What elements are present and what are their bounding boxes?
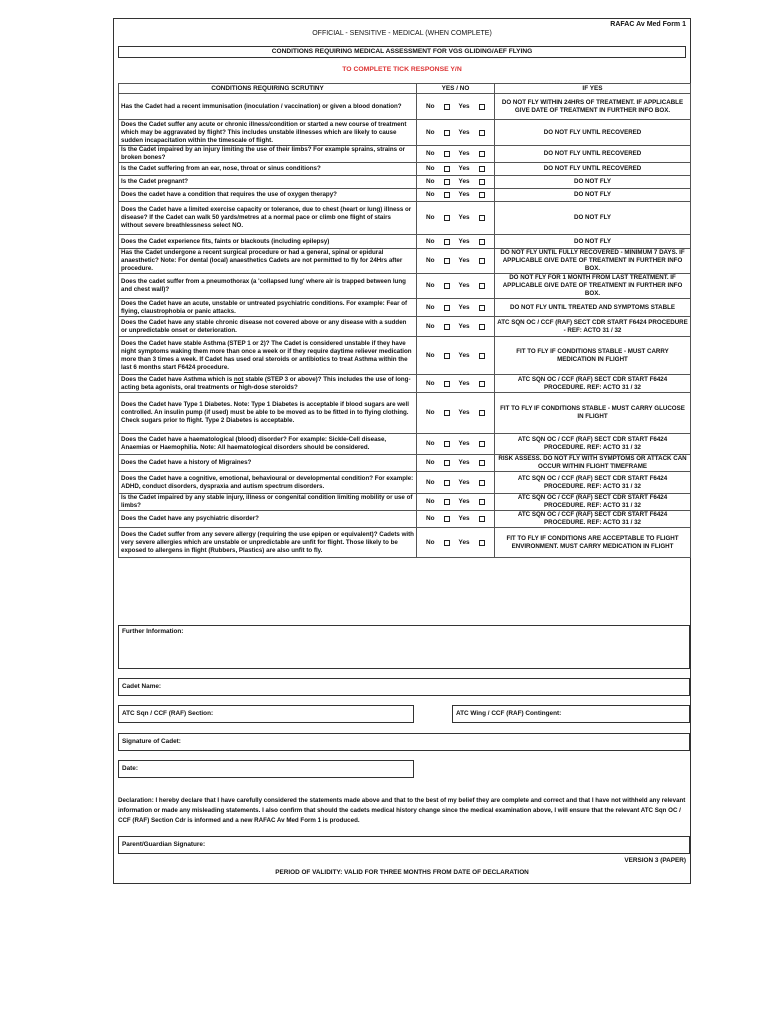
no-checkbox[interactable]	[444, 516, 450, 522]
yes-checkbox[interactable]	[479, 353, 485, 359]
yes-no-cell	[417, 434, 495, 455]
question-emphasis: not	[233, 375, 244, 383]
condition-question: Is the Cadet impaired by any stable injury, illness or congenital condition limiting mobility or use of limbs?	[119, 494, 417, 511]
yes-no-cell	[417, 299, 495, 317]
table-row	[119, 299, 691, 317]
validity-text: PERIOD OF VALIDITY: VALID FOR THREE MONTHS FROM DATE OF DECLARATION	[275, 869, 529, 876]
if-yes-action: ATC SQN OC / CCF (RAF) SECT CDR START F6424 PROCEDURE. REF: ACTO 31 / 32	[495, 375, 691, 393]
table-row	[119, 163, 691, 176]
yes-no-cell	[417, 317, 495, 337]
table-row	[119, 146, 691, 163]
if-yes-action: ATC SQN OC / CCF (RAF) SECT CDR START F6424 PROCEDURE - REF: ACTO 31 / 32	[495, 317, 691, 337]
yes-label: Yes	[458, 150, 470, 157]
table-row	[119, 472, 691, 494]
yes-no-cell	[417, 528, 495, 558]
no-checkbox[interactable]	[444, 151, 450, 157]
yes-checkbox[interactable]	[479, 239, 485, 245]
no-checkbox[interactable]	[444, 239, 450, 245]
yes-label: Yes	[458, 102, 470, 110]
yes-no-group	[417, 352, 494, 360]
further-info-label: Further Information:	[122, 628, 184, 635]
table-row	[119, 120, 691, 146]
yes-no-group	[417, 380, 494, 388]
if-yes-action: DO NOT FLY UNTIL RECOVERED	[495, 146, 691, 163]
yes-no-group	[417, 459, 494, 467]
yes-label: Yes	[458, 257, 470, 264]
no-label: No	[426, 440, 435, 447]
version-label: VERSION 3 (PAPER)	[624, 857, 686, 864]
yes-checkbox[interactable]	[479, 480, 485, 486]
table-row	[119, 494, 691, 511]
no-checkbox[interactable]	[444, 381, 450, 387]
yes-label: Yes	[458, 409, 470, 416]
no-checkbox[interactable]	[444, 480, 450, 486]
cadet-name-field[interactable]	[118, 678, 690, 696]
table-row	[119, 317, 691, 337]
yes-label: Yes	[458, 165, 470, 172]
cadet-signature-label: Signature of Cadet:	[122, 738, 181, 745]
yes-label: Yes	[458, 128, 470, 136]
form-number: RAFAC Av Med Form 1	[610, 21, 686, 28]
yes-checkbox[interactable]	[479, 460, 485, 466]
yes-no-group	[417, 409, 494, 417]
cadet-signature-field[interactable]	[118, 733, 690, 751]
if-yes-action: FIT TO FLY IF CONDITIONS STABLE - MUST CARRY MEDICATION IN FLIGHT	[495, 337, 691, 375]
table-row	[119, 393, 691, 434]
yes-no-cell	[417, 337, 495, 375]
no-checkbox[interactable]	[444, 410, 450, 416]
parent-signature-field[interactable]	[118, 836, 690, 854]
yes-checkbox[interactable]	[479, 305, 485, 311]
table-row	[119, 511, 691, 528]
condition-question: Does the Cadet have any psychiatric disorder?	[119, 511, 417, 528]
condition-question: Does the Cadet have any stable chronic disease not covered above or any disease with a sudden or unpredictable onset or deterioration.	[119, 317, 417, 337]
yes-no-group	[417, 165, 494, 173]
yes-checkbox[interactable]	[479, 192, 485, 198]
if-yes-action: ATC SQN OC / CCF (RAF) SECT CDR START F6424 PROCEDURE. REF: ACTO 31 / 32	[495, 511, 691, 528]
no-label: No	[426, 178, 435, 185]
condition-question: Does the Cadet suffer from any severe allergy (requiring the use epipen or equivalent)? Cadets with very severe allergies which are unstable or unpredictable are unfit for flight. Those likely to be exposed to allergens in flight (Rubbers, Plastics) are also unfit to fly.	[119, 528, 417, 558]
condition-question: Is the Cadet pregnant?	[119, 176, 417, 189]
condition-question: Is the Cadet impaired by an injury limiting the use of their limbs? For example sprains, strains or broken bones?	[119, 146, 417, 163]
no-checkbox[interactable]	[444, 499, 450, 505]
no-label: No	[426, 165, 435, 172]
yes-no-cell	[417, 375, 495, 393]
no-label: No	[426, 379, 435, 387]
no-checkbox[interactable]	[444, 179, 450, 185]
no-checkbox[interactable]	[444, 540, 450, 546]
conditions-table	[118, 83, 691, 558]
no-label: No	[426, 351, 435, 359]
table-row	[119, 528, 691, 558]
yes-no-group	[417, 323, 494, 331]
no-label: No	[426, 102, 435, 110]
if-yes-action: ATC SQN OC / CCF (RAF) SECT CDR START F6424 PROCEDURE. REF: ACTO 31 / 32	[495, 434, 691, 455]
no-label: No	[426, 257, 435, 264]
yes-no-cell	[417, 249, 495, 274]
if-yes-action: DO NOT FLY WITHIN 24HRS OF TREATMENT. IF APPLICABLE GIVE DATE OF TREATMENT IN FURTHER INFO BOX.	[495, 94, 691, 120]
header-if-yes: IF YES	[495, 84, 691, 94]
table-row	[119, 202, 691, 235]
table-row	[119, 189, 691, 202]
condition-question: Does the Cadet have Type 1 Diabetes. Note: Type 1 Diabetes is acceptable if blood sugars are well controlled. An insulin pump (if used) must be able to be moved as to be fitted in to flying clothing. Check sugars prior to flight. Type 2 Diabetes is acceptable.	[119, 393, 417, 434]
yes-checkbox[interactable]	[479, 104, 485, 110]
yes-no-cell	[417, 176, 495, 189]
yes-no-group	[417, 282, 494, 290]
yes-no-group	[417, 539, 494, 547]
yes-checkbox[interactable]	[479, 179, 485, 185]
if-yes-action: DO NOT FLY UNTIL FULLY RECOVERED - MINIMUM 7 DAYS. IF APPLICABLE GIVE DATE OF TREATMENT IN FURTHER INFO BOX.	[495, 249, 691, 274]
date-field[interactable]	[118, 760, 414, 778]
no-label: No	[426, 282, 435, 289]
yes-label: Yes	[458, 515, 470, 522]
date-label: Date:	[122, 765, 138, 772]
yes-label: Yes	[458, 440, 470, 447]
condition-question	[119, 375, 417, 393]
form-page	[113, 18, 691, 884]
if-yes-action: DO NOT FLY	[495, 176, 691, 189]
if-yes-action: ATC SQN OC / CCF (RAF) SECT CDR START F6424 PROCEDURE. REF: ACTO 31 / 32	[495, 494, 691, 511]
if-yes-action: RISK ASSESS. DO NOT FLY WITH SYMPTOMS OR ATTACK CAN OCCUR WITHIN FLIGHT TIMEFRAME	[495, 455, 691, 472]
yes-no-group	[417, 178, 494, 186]
no-label: No	[426, 478, 435, 486]
yes-no-group	[417, 238, 494, 246]
yes-checkbox[interactable]	[479, 381, 485, 387]
yes-checkbox[interactable]	[479, 215, 485, 221]
yes-checkbox[interactable]	[479, 151, 485, 157]
further-info-box[interactable]	[118, 625, 690, 669]
yes-label: Yes	[458, 538, 470, 546]
no-label: No	[426, 303, 435, 311]
yes-no-cell	[417, 393, 495, 434]
yes-label: Yes	[458, 498, 470, 505]
yes-no-group	[417, 304, 494, 312]
yes-no-group	[417, 150, 494, 158]
yes-checkbox[interactable]	[479, 283, 485, 289]
no-label: No	[426, 459, 435, 466]
if-yes-action: FIT TO FLY IF CONDITIONS ARE ACCEPTABLE TO FLIGHT ENVIRONMENT. MUST CARRY MEDICATION IN FLIGHT	[495, 528, 691, 558]
table-row	[119, 274, 691, 299]
yes-checkbox[interactable]	[479, 410, 485, 416]
condition-question: Does the Cadet have a limited exercise capacity or tolerance, due to chest (heart or lung) illness or disease? If the Cadet can walk 50 yards/metres at a normal pace or climb one flight of stairs without severe breathlessness select NO.	[119, 202, 417, 235]
condition-question: Does the Cadet experience fits, faints or blackouts (including epilepsy)	[119, 235, 417, 249]
yes-no-group	[417, 214, 494, 222]
no-checkbox[interactable]	[444, 166, 450, 172]
yes-no-cell	[417, 189, 495, 202]
no-label: No	[426, 409, 435, 416]
condition-question: Does the cadet have a condition that requires the use of oxygen therapy?	[119, 189, 417, 202]
yes-no-cell	[417, 202, 495, 235]
yes-label: Yes	[458, 322, 470, 330]
no-label: No	[426, 538, 435, 546]
yes-no-group	[417, 440, 494, 448]
question-text: Does the Cadet have Asthma which is	[121, 375, 234, 383]
no-label: No	[426, 150, 435, 157]
yes-label: Yes	[458, 303, 470, 311]
no-label: No	[426, 498, 435, 505]
yes-no-group	[417, 498, 494, 506]
if-yes-action: DO NOT FLY	[495, 202, 691, 235]
yes-checkbox[interactable]	[479, 516, 485, 522]
table-row	[119, 249, 691, 274]
if-yes-action: DO NOT FLY UNTIL RECOVERED	[495, 163, 691, 176]
question-text: stable (STEP 3 or above)? This includes the use of long-acting beta agonists, oral treatments or high-dose steroids?	[121, 375, 411, 391]
no-checkbox[interactable]	[444, 283, 450, 289]
table-row	[119, 434, 691, 455]
no-label: No	[426, 237, 435, 245]
header-yes-no: YES / NO	[417, 84, 495, 94]
wing-field[interactable]	[452, 705, 690, 723]
condition-question: Does the Cadet have a cognitive, emotional, behavioural or developmental condition? For example: ADHD, conduct disorders, dyspraxia and autism spectrum disorders.	[119, 472, 417, 494]
yes-label: Yes	[458, 214, 470, 221]
table-row	[119, 337, 691, 375]
yes-no-cell	[417, 120, 495, 146]
header-conditions: CONDITIONS REQUIRING SCRUTINY	[119, 84, 417, 94]
yes-no-cell	[417, 163, 495, 176]
yes-checkbox[interactable]	[479, 324, 485, 330]
condition-question: Has the Cadet had a recent immunisation (inoculation / vaccination) or given a blood donation?	[119, 94, 417, 120]
if-yes-action: FIT TO FLY IF CONDITIONS STABLE - MUST CARRY GLUCOSE IN FLIGHT	[495, 393, 691, 434]
if-yes-action: DO NOT FLY	[495, 189, 691, 202]
no-checkbox[interactable]	[444, 441, 450, 447]
table-row	[119, 235, 691, 249]
declaration-text: Declaration: I hereby declare that I have carefully considered the statements made above and that to the best of my belief they are complete and correct and that I have not withheld any relevant information or made any misleading statements. I also confirm that should the cadets medical history change since the medical examination above, I will ensure that the relevant ATC Sqn OC / CCF (RAF) Section Cdr is informed and a new RAFAC Av Med Form 1 is produced.	[118, 797, 686, 824]
no-checkbox[interactable]	[444, 104, 450, 110]
yes-no-cell	[417, 146, 495, 163]
if-yes-action: DO NOT FLY	[495, 235, 691, 249]
yes-label: Yes	[458, 351, 470, 359]
no-checkbox[interactable]	[444, 324, 450, 330]
section-label: ATC Sqn / CCF (RAF) Section:	[122, 710, 214, 717]
cadet-name-label: Cadet Name:	[122, 683, 162, 690]
yes-no-group	[417, 103, 494, 111]
table-row	[119, 375, 691, 393]
condition-question: Does the Cadet have an acute, unstable or untreated psychiatric conditions. For example: Fear of flying, claustrophobia or panic attacks.	[119, 299, 417, 317]
condition-question: Does the Cadet have stable Asthma (STEP 1 or 2)? The Cadet is considered unstable if they have night symptoms waking them more than once a week or if they require daytime reliever medication more than 3 times a week. If Cadet has used oral steroids or antibiotics to treat Asthma within the last 6 months start F6424 procedure.	[119, 337, 417, 375]
yes-no-cell	[417, 472, 495, 494]
yes-no-group	[417, 257, 494, 265]
condition-question: Does the Cadet have a haematological (blood) disorder? For example: Sickle-Cell disease, Anaemias or Haemophilia. Note: All haematological disorders should be considered.	[119, 434, 417, 455]
no-label: No	[426, 322, 435, 330]
yes-label: Yes	[458, 237, 470, 245]
yes-no-group	[417, 479, 494, 487]
instruction-text: TO COMPLETE TICK RESPONSE Y/N	[342, 66, 462, 73]
yes-checkbox[interactable]	[479, 499, 485, 505]
yes-checkbox[interactable]	[479, 441, 485, 447]
yes-label: Yes	[458, 478, 470, 486]
if-yes-action: DO NOT FLY UNTIL RECOVERED	[495, 120, 691, 146]
yes-label: Yes	[458, 379, 470, 387]
yes-no-cell	[417, 274, 495, 299]
if-yes-action: DO NOT FLY UNTIL TREATED AND SYMPTOMS STABLE	[495, 299, 691, 317]
no-checkbox[interactable]	[444, 258, 450, 264]
condition-question: Does the Cadet suffer any acute or chronic illness/condition or started a new course of treatment which may be aggravated by flight? This includes unstable illnesses which are likely to cause sudden incapacitation within the timescale of flight.	[119, 120, 417, 146]
no-checkbox[interactable]	[444, 460, 450, 466]
section-field[interactable]	[118, 705, 414, 723]
if-yes-action: DO NOT FLY FOR 1 MONTH FROM LAST TREATMENT. IF APPLICABLE GIVE DATE OF TREATMENT IN FURTHER INFO BOX.	[495, 274, 691, 299]
classification-label: OFFICIAL - SENSITIVE - MEDICAL (WHEN COMPLETE)	[312, 30, 492, 37]
yes-no-cell	[417, 494, 495, 511]
condition-question: Has the Cadet undergone a recent surgical procedure or had a general, spinal or epidural anaesthetic? Note: For dental (local) anaesthetics Cadets are not permitted to fly for 24Hrs after procedure.	[119, 249, 417, 274]
yes-label: Yes	[458, 191, 470, 198]
condition-question: Is the Cadet suffering from an ear, nose, throat or sinus conditions?	[119, 163, 417, 176]
condition-question: Does the cadet suffer from a pneumothorax (a 'collapsed lung' where air is trapped between lung and chest wall)?	[119, 274, 417, 299]
table-row	[119, 455, 691, 472]
yes-label: Yes	[458, 178, 470, 185]
no-checkbox[interactable]	[444, 130, 450, 136]
no-checkbox[interactable]	[444, 353, 450, 359]
yes-no-cell	[417, 455, 495, 472]
yes-no-group	[417, 129, 494, 137]
yes-no-group	[417, 515, 494, 523]
no-label: No	[426, 214, 435, 221]
yes-no-group	[417, 191, 494, 199]
if-yes-action: ATC SQN OC / CCF (RAF) SECT CDR START F6424 PROCEDURE. REF: ACTO 31 / 32	[495, 472, 691, 494]
yes-label: Yes	[458, 459, 470, 466]
no-checkbox[interactable]	[444, 192, 450, 198]
no-checkbox[interactable]	[444, 215, 450, 221]
yes-no-cell	[417, 235, 495, 249]
no-checkbox[interactable]	[444, 305, 450, 311]
condition-question: Does the Cadet have a history of Migraines?	[119, 455, 417, 472]
no-label: No	[426, 128, 435, 136]
no-label: No	[426, 515, 435, 522]
yes-no-cell	[417, 511, 495, 528]
form-title: CONDITIONS REQUIRING MEDICAL ASSESSMENT FOR VGS GLIDING/AEF FLYING	[118, 46, 686, 58]
yes-no-cell	[417, 94, 495, 120]
wing-label: ATC Wing / CCF (RAF) Contingent:	[456, 710, 562, 717]
parent-signature-label: Parent/Guardian Signature:	[122, 841, 206, 848]
yes-checkbox[interactable]	[479, 540, 485, 546]
yes-checkbox[interactable]	[479, 166, 485, 172]
yes-checkbox[interactable]	[479, 258, 485, 264]
yes-label: Yes	[458, 282, 470, 289]
table-row	[119, 94, 691, 120]
yes-checkbox[interactable]	[479, 130, 485, 136]
no-label: No	[426, 191, 435, 198]
table-row	[119, 176, 691, 189]
